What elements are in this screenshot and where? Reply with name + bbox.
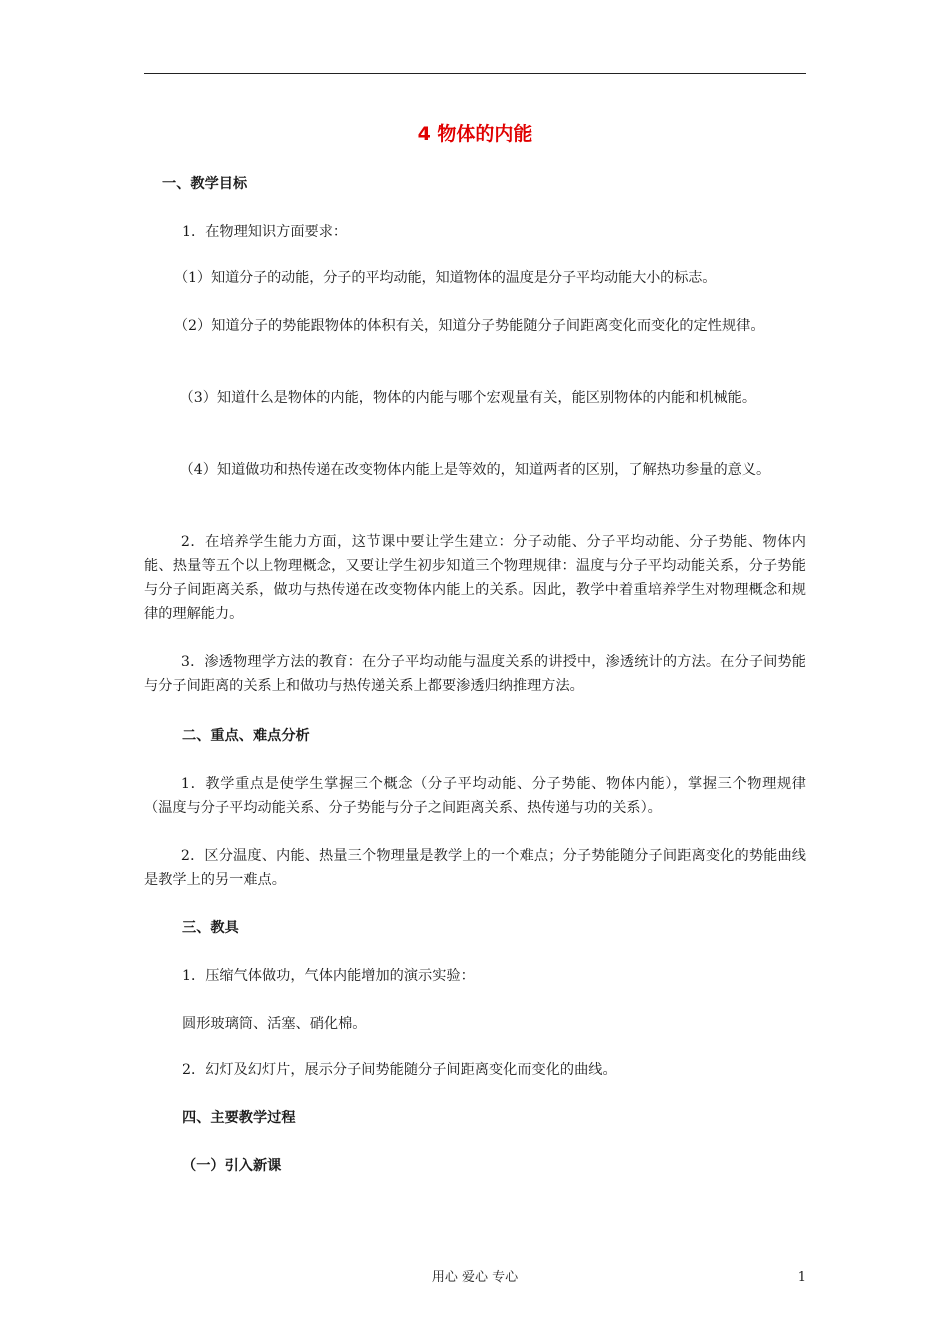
section-heading-teaching-process: 四、主要教学过程 xyxy=(182,1110,296,1126)
section-heading-key-points: 二、重点、难点分析 xyxy=(182,728,310,744)
objective-1-item-2: （2）知道分子的势能跟物体的体积有关，知道分子势能随分子间距离变化而变化的定性规律。 xyxy=(173,318,765,334)
document-title: 4 物体的内能 xyxy=(417,123,533,145)
key-points-paragraph-1: 1．教学重点是使学生掌握三个概念（分子平均动能、分子势能、物体内能），掌握三个物理规律（温度与分子平均动能关系、分子势能与分子之间距离关系、热传递与功的关系）。 xyxy=(144,776,806,816)
section-heading-teaching-aids: 三、教具 xyxy=(182,920,239,936)
teaching-aid-1: 1．压缩气体做功，气体内能增加的演示实验： xyxy=(182,968,475,984)
footer-motto: 用心 爱心 专心 xyxy=(431,1270,519,1285)
objective-1-item-1: （1）知道分子的动能，分子的平均动能，知道物体的温度是分子平均动能大小的标志。 xyxy=(174,270,717,286)
header-rule xyxy=(144,73,806,74)
objective-2-paragraph: 2．在培养学生能力方面，这节课中要让学生建立：分子动能、分子平均动能、分子势能、物体内能、热量等五个以上物理概念，又要让学生初步知道三个物理规律：温度与分子平均动能关系，分子势能与分子间距离关系，做功与热传递在改变物体内能上的关系。因此，教学中着重培养学生对物理概念和规律的理解能力。 xyxy=(144,534,806,622)
teaching-aid-1-materials: 圆形玻璃筒、活塞、硝化棉。 xyxy=(182,1016,367,1032)
teaching-aid-2: 2．幻灯及幻灯片，展示分子间势能随分子间距离变化而变化的曲线。 xyxy=(182,1062,617,1078)
section-heading-objectives: 一、教学目标 xyxy=(162,176,248,192)
objective-1-intro: 1．在物理知识方面要求： xyxy=(182,224,348,240)
objective-1-item-4: （4）知道做功和热传递在改变物体内能上是等效的，知道两者的区别，了解热功参量的意义。 xyxy=(179,462,771,478)
key-points-paragraph-2: 2．区分温度、内能、热量三个物理量是教学上的一个难点；分子势能随分子间距离变化的势能曲线是教学上的另一难点。 xyxy=(144,848,806,888)
objective-1-item-3: （3）知道什么是物体的内能，物体的内能与哪个宏观量有关，能区别物体的内能和机械能。 xyxy=(179,390,757,406)
objective-3-paragraph: 3．渗透物理学方法的教育：在分子平均动能与温度关系的讲授中，渗透统计的方法。在分子间势能与分子间距离的关系上和做功与热传递关系上都要渗透归纳推理方法。 xyxy=(144,654,806,694)
page-number: 1 xyxy=(797,1270,806,1285)
subsection-heading-intro: （一）引入新课 xyxy=(182,1158,282,1174)
